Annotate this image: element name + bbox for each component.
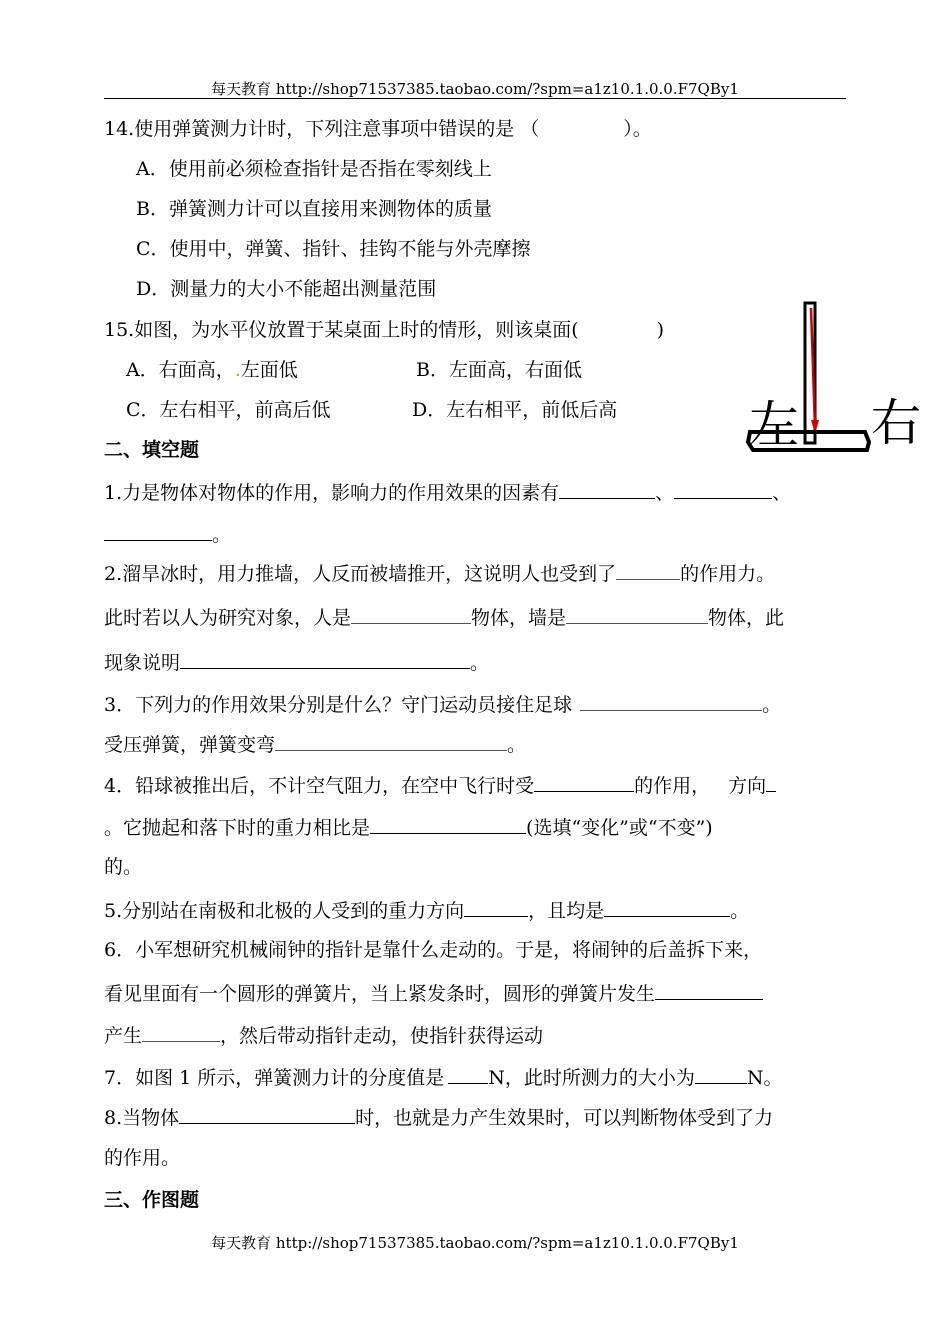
fill-q6-text-d: ，然后带动指针走动，使指针获得运动 <box>220 1025 544 1047</box>
q15-stem <box>104 317 664 343</box>
fill-q7 <box>104 1063 783 1091</box>
q14-option-d: D．测量力的大小不能超出测量范围 <box>136 278 437 300</box>
fill-q1-blank-1[interactable] <box>559 478 655 499</box>
fill-q4-text-b: 的作用， <box>634 775 711 797</box>
fill-q8-text-b: 时，也就是力产生效果时，可以判断物体受到了力 <box>355 1107 774 1129</box>
fill-q2-blank-4[interactable] <box>180 648 470 669</box>
fill-q8-text-a: 8.当物体 <box>104 1107 180 1129</box>
fill-q6-line3 <box>104 1021 543 1049</box>
fill-q1-sep2: 、 <box>772 482 792 504</box>
fill-q2-blank-3[interactable] <box>566 603 708 624</box>
fill-q4-blank-1[interactable] <box>534 771 634 792</box>
fill-q3-blank-1[interactable] <box>580 690 762 711</box>
fill-q7-blank-1[interactable] <box>448 1063 488 1084</box>
fill-q5 <box>104 896 749 924</box>
fill-q4-line3: 的。 <box>104 856 143 878</box>
fill-q8 <box>104 1103 773 1131</box>
fill-q5-text-a: 5.分别站在南极和北极的人受到的重力方向 <box>104 900 465 922</box>
fill-q3-text-c: 受压弹簧，弹簧变弯 <box>104 734 276 756</box>
fill-q7-blank-2[interactable] <box>695 1063 747 1084</box>
q15-option-a-part1: A．右面高， <box>126 359 235 381</box>
fill-q5-blank-2[interactable] <box>604 896 730 917</box>
left-label: 左 <box>749 396 799 454</box>
fill-q4-text-f: (选填“变化”或“不变”) <box>526 817 713 839</box>
fill-q2-text-d: 物体，墙是 <box>471 607 567 629</box>
fill-q1-sep1: 、 <box>655 482 675 504</box>
fill-q6-blank-2[interactable] <box>142 1021 220 1042</box>
fill-q4-text-a: 4．铅球被推出后，不计空气阻力，在空中飞行时受 <box>104 775 535 797</box>
q14-stem <box>104 116 652 142</box>
q15-option-d: D．左右相平，前低后高 <box>412 399 618 421</box>
fill-q2-line2 <box>104 603 784 631</box>
page-header: 每天教育 http://shop71537385.taobao.com/?spm=a1z10.1.0.0.F7QBy1 <box>211 80 739 98</box>
fill-q6-blank-1[interactable] <box>655 979 763 1000</box>
page-footer: 每天教育 http://shop71537385.taobao.com/?spm=a1z10.1.0.0.F7QBy1 <box>211 1234 739 1252</box>
fill-q6-text-c: 产生 <box>104 1025 143 1047</box>
fill-q6-line2 <box>104 979 763 1007</box>
fill-q2 <box>104 559 775 587</box>
fill-q7-text-a: 7．如图 1 所示，弹簧测力计的分度值是 <box>104 1067 445 1089</box>
fill-q4-blank-2[interactable] <box>766 771 776 792</box>
fill-q1-cont <box>104 520 231 548</box>
header-rule <box>104 98 846 99</box>
fill-q8-line2: 的作用。 <box>104 1147 181 1169</box>
fill-q3-text-b: 。 <box>762 694 782 716</box>
fill-q2-text-g: 。 <box>470 652 490 674</box>
q15-stem-end: ) <box>656 319 665 341</box>
fill-q2-text-a: 2.溜旱冰时，用力推墙，人反而被墙推开，这说明人也受到了 <box>104 563 617 585</box>
fill-q2-text-e: 物体，此 <box>708 607 785 629</box>
q14-stem-text: 14.使用弹簧测力计时，下列注意事项中错误的是 （ <box>104 118 540 140</box>
fill-q3-text-a: 3．下列力的作用效果分别是什么？守门运动员接住足球 <box>104 694 573 716</box>
fill-q2-blank-1[interactable] <box>616 559 680 580</box>
q15-option-a <box>126 357 298 383</box>
fill-q4-text-e: 抛起和落下时的重力相比是 <box>142 817 371 839</box>
q14-option-c: C．使用中，弹簧、指针、挂钩不能与外壳摩擦 <box>136 238 531 260</box>
right-label: 右 <box>871 394 921 452</box>
fill-q3-text-d: 。 <box>507 734 527 756</box>
section-fill-title: 二、填空题 <box>104 439 200 461</box>
q14-option-a: A．使用前必须检查指针是否指在零刻线上 <box>136 158 492 180</box>
fill-q2-text-f: 现象说明 <box>104 652 181 674</box>
fill-q2-line3 <box>104 648 489 676</box>
fill-q2-blank-2[interactable] <box>351 603 471 624</box>
fill-q1-blank-3[interactable] <box>104 520 212 541</box>
fill-q4 <box>104 771 776 799</box>
q15-option-c: C．左右相平，前高后低 <box>126 399 331 421</box>
fill-q5-blank-1[interactable] <box>464 896 528 917</box>
fill-q4-blank-3[interactable] <box>370 813 526 834</box>
fill-q1-text: 1.力是物体对物体的作用，影响力的作用效果的因素有 <box>104 482 560 504</box>
q14-option-b: B．弹簧测力计可以直接用来测物体的质量 <box>136 198 492 220</box>
fill-q6-text-b: 看见里面有一个圆形的弹簧片，当上紧发条时，圆形的弹簧片发生 <box>104 983 656 1005</box>
fill-q2-text-c: 此时若以人为研究对象，人是 <box>104 607 352 629</box>
fill-q1-blank-2[interactable] <box>674 478 772 499</box>
fill-q4-text-d: 。它 <box>104 817 143 839</box>
q15-option-a-part2: 左面低 <box>240 359 298 381</box>
fill-q1-end: 。 <box>212 524 232 546</box>
fill-q5-text-b: ，且均是 <box>528 900 605 922</box>
fill-q3 <box>104 690 781 718</box>
fill-q4-text-c: 方向 <box>728 775 767 797</box>
q14-stem-end: ）。 <box>623 118 652 140</box>
stray-dot-icon: . <box>234 359 241 381</box>
fill-q7-text-c: N。 <box>746 1067 783 1089</box>
q15-option-b: B．左面高，右面低 <box>416 359 582 381</box>
fill-q2-text-b: 的作用力。 <box>680 563 776 585</box>
fill-q3-line2 <box>104 730 526 758</box>
spirit-level-figure <box>745 300 925 460</box>
fill-q8-blank-1[interactable] <box>179 1103 355 1124</box>
fill-q4-line2 <box>104 813 713 841</box>
fill-q5-text-c: 。 <box>730 900 750 922</box>
fill-q1 <box>104 478 791 506</box>
q15-stem-text: 15.如图，为水平仪放置于某桌面上时的情形，则该桌面( <box>104 319 579 341</box>
fill-q3-blank-2[interactable] <box>275 730 507 751</box>
fill-q6: 6．小军想研究机械闹钟的指针是靠什么走动的。于是，将闹钟的后盖拆下来， <box>104 939 763 961</box>
fill-q7-text-b: N，此时所测力的大小为 <box>488 1067 695 1089</box>
section-draw-title: 三、作图题 <box>104 1189 200 1211</box>
